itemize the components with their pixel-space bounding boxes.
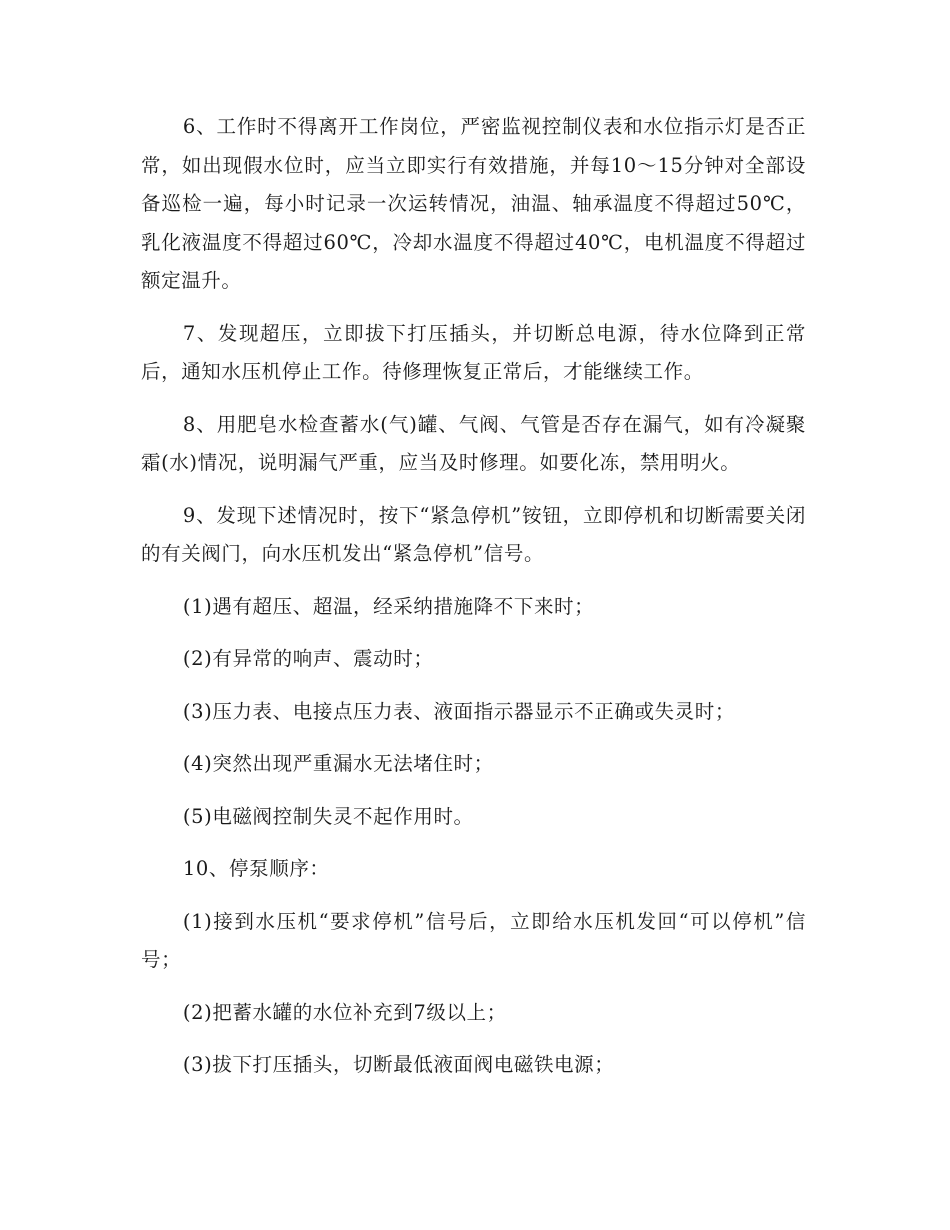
paragraph-subitem-10-1: (1)接到水压机“要求停机”信号后，立即给水压机发回“可以停机”信号； [141, 909, 806, 971]
paragraph-subitem-9-5: (5)电磁阀控制失灵不起作用时。 [182, 804, 474, 828]
paragraph-item-9: 9、发现下述情况时，按下“紧急停机”铵钮，立即停机和切断需要关闭的有关阀门，向水压机发出“紧急停机”信号。 [141, 503, 806, 565]
paragraph-item-8: 8、用肥皂水检查蓄水(气)罐、气阀、气管是否存在漏气，如有冷凝聚霜(水)情况，说明漏气严重，应当及时修理。如要化冻，禁用明火。 [141, 412, 806, 474]
paragraph-item-7: 7、发现超压，立即拔下打压插头，并切断总电源，待水位降到正常后，通知水压机停止工作。待修理恢复正常后，才能继续工作。 [141, 321, 806, 383]
paragraph-subitem-10-3: (3)拔下打压插头，切断最低液面阀电磁铁电源； [182, 1053, 615, 1076]
paragraph-subitem-9-2: (2)有异常的响声、震动时； [182, 647, 434, 670]
paragraph-subitem-9-4: (4)突然出现严重漏水无法堵住时； [182, 752, 494, 775]
document-body [141, 108, 806, 1085]
paragraph-item-10: 10、停泵顺序： [182, 857, 330, 880]
paragraph-subitem-9-1: (1)遇有超压、超温，经采纳措施降不下来时； [182, 594, 595, 618]
paragraph-item-6: 6、工作时不得离开工作岗位，严密监视控制仪表和水位指示灯是否正常，如出现假水位时，应当立即实行有效措施，并每10～15分钟对全部设备巡检一遍，每小时记录一次运转情况，油温、轴承温度不得超过50℃，乳化液温度不得超过60℃，冷却水温度不得超过40℃，电机温度不得超过额定温升。 [141, 115, 806, 292]
paragraph-subitem-10-2: (2)把蓄水罐的水位补充到7级以上； [182, 1000, 507, 1024]
paragraph-subitem-9-3: (3)压力表、电接点压力表、液面指示器显示不正确或失灵时； [182, 699, 735, 723]
